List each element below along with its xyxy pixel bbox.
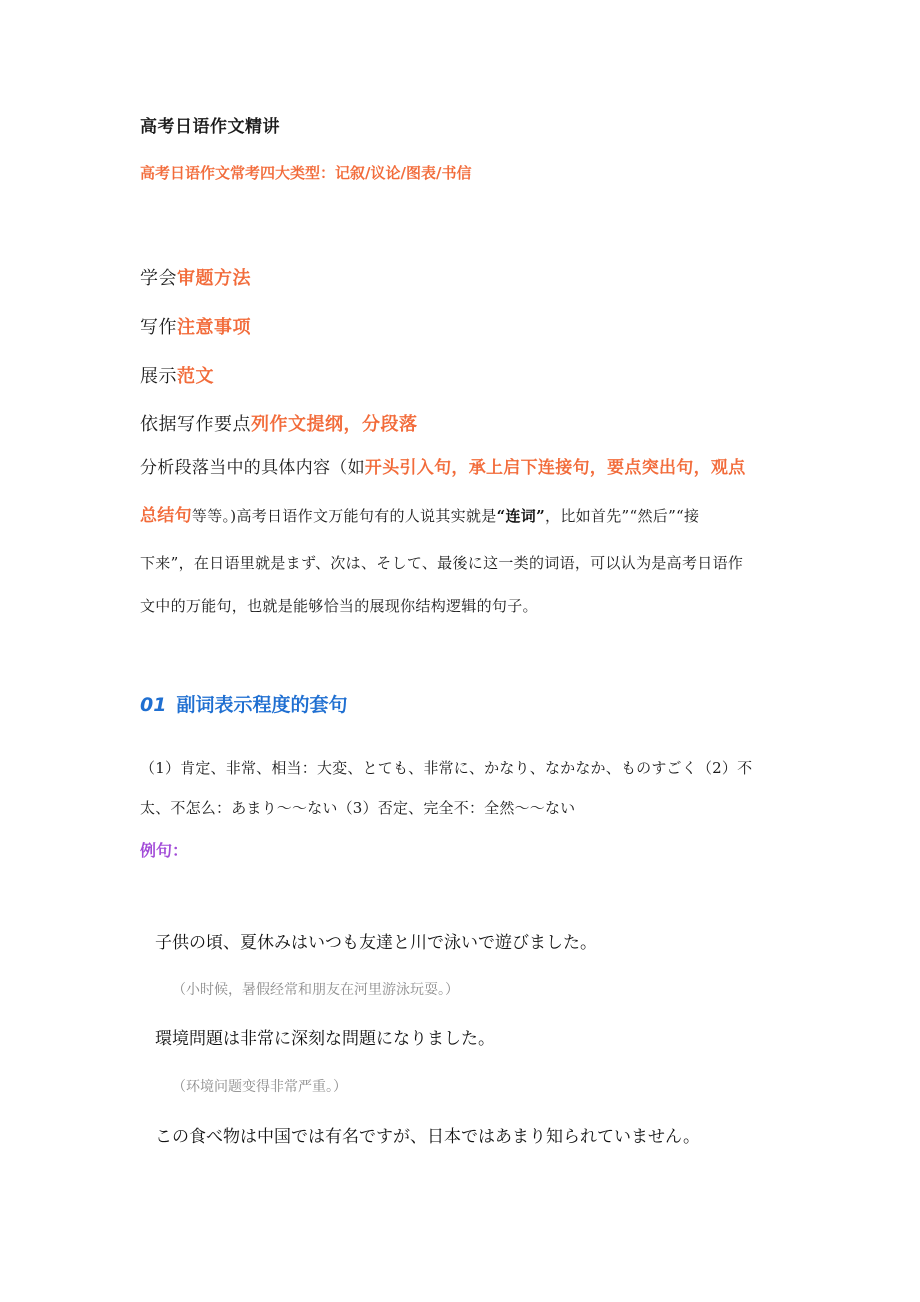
paragraph-line-2 [140,508,699,525]
step-line-2 [140,313,251,339]
paragraph-highlight: 开头引入句，承上启下连接句，要点突出句，观点 [364,458,746,478]
step-prefix: 学会 [140,268,177,289]
example-sentence-jp: この食べ物は中国では有名ですが、日本ではあまり知られていません。 [155,1127,701,1147]
step-prefix: 写作 [140,317,177,338]
paragraph-text: 等等。)高考日语作文万能句有的人说其实就是 [191,507,497,525]
adverb-line-2: 太、不怎么：あまり～～ない（3）否定、完全不：全然～～ない [140,799,576,817]
document-subtitle: 高考日语作文常考四大类型：记叙/议论/图表/书信 [140,164,472,182]
example-label: 例句： [140,841,189,860]
paragraph-text: ，比如首先”“然后”“接 [545,507,700,525]
example-sentence-jp: 環境問題は非常に深刻な問題になりました。 [155,1029,495,1049]
paragraph-line-1 [140,460,746,477]
example-sentence-jp: 子供の頃、夏休みはいつも友達と川で泳いで遊びました。 [155,933,597,953]
step-prefix: 依据写作要点 [140,414,251,435]
step-line-1 [140,264,251,290]
document-title: 高考日语作文精讲 [140,117,280,137]
paragraph-highlight: 总结句 [140,506,192,526]
step-highlight: 审题方法 [177,268,251,289]
step-prefix: 展示 [140,366,177,387]
step-highlight: 注意事项 [177,317,251,338]
paragraph-bold-term: “连词” [496,507,546,525]
example-translation-zh: （环境问题变得非常严重。） [172,1079,347,1095]
adverb-line-1: （1）肯定、非常、相当：大変、とても、非常に、かなり、なかなか、ものすごく（2）不 [140,759,753,777]
paragraph-text: 分析段落当中的具体内容（如 [140,458,365,478]
step-highlight: 范文 [177,366,214,387]
example-translation-zh: （小时候，暑假经常和朋友在河里游泳玩耍。） [172,982,459,998]
section-title: 副词表示程度的套句 [176,694,348,716]
step-line-4 [140,410,418,436]
section-heading [140,690,347,717]
step-highlight: 列作文提纲，分段落 [251,414,418,435]
step-line-3 [140,362,214,388]
paragraph-line-3: 下来”，在日语里就是まず、次は、そして、最後に这一类的词语，可以认为是高考日语作 [140,554,744,572]
section-number: 01 [140,694,167,716]
paragraph-line-4: 文中的万能句，也就是能够恰当的展现你结构逻辑的句子。 [140,597,538,615]
